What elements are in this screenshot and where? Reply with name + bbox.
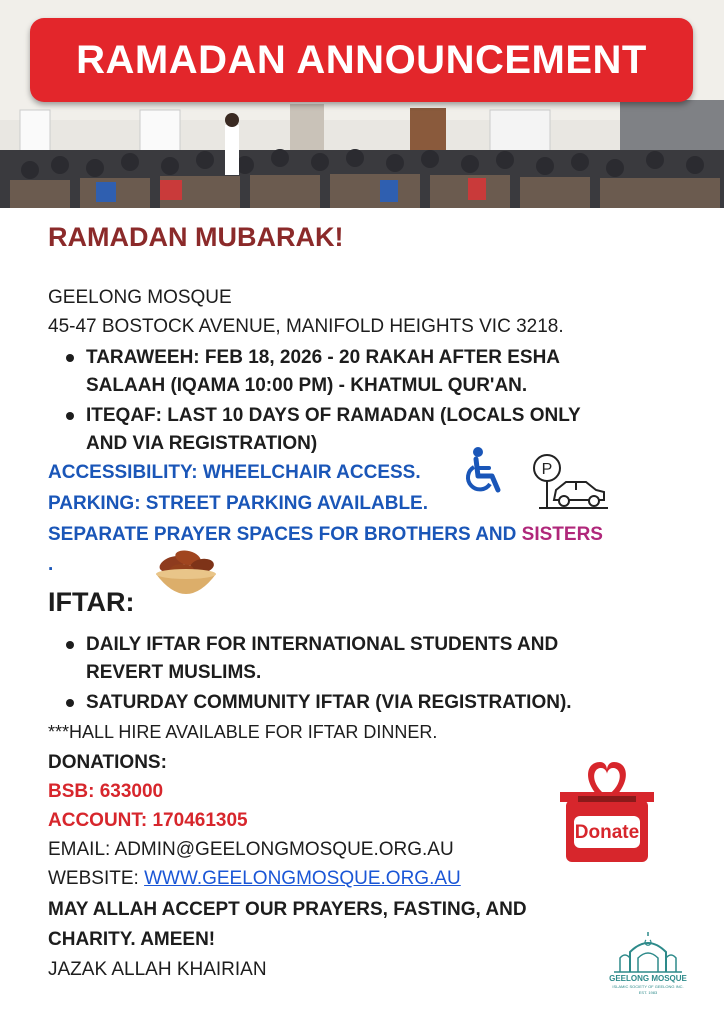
mosque-address: 45-47 BOSTOCK AVENUE, MANIFOLD HEIGHTS VIC 3218.	[48, 316, 564, 337]
bsb-number: BSB: 633000	[48, 781, 164, 802]
parking-text: PARKING: STREET PARKING AVAILABLE.	[48, 493, 428, 514]
logo-name: GEELONG MOSQUE	[609, 974, 687, 983]
donate-label: Donate	[574, 822, 640, 843]
banner-title: RAMADAN ANNOUNCEMENT	[76, 37, 647, 82]
hall-hire-text: ***HALL HIRE AVAILABLE FOR IFTAR DINNER.	[48, 722, 438, 742]
thanks-text: JAZAK ALLAH KHAIRIAN	[48, 959, 267, 980]
account-number: ACCOUNT: 170461305	[48, 810, 248, 831]
iftar-heading: IFTAR:	[48, 587, 135, 617]
title-banner	[30, 18, 693, 102]
bullet-icon	[66, 641, 74, 649]
dates-bowl-icon	[152, 544, 220, 613]
iteqaf-line1: ITEQAF: LAST 10 DAYS OF RAMADAN (LOCALS ONLY	[86, 405, 581, 426]
bullet-icon	[66, 699, 74, 707]
parking-icon	[526, 452, 610, 515]
taraweeh-line2: SALAAH (IQAMA 10:00 PM) - KHATMUL QUR'AN.	[86, 375, 528, 396]
prayer-spaces-sisters: SISTERS	[521, 524, 603, 545]
taraweeh-line1: TARAWEEH: FEB 18, 2026 - 20 RAKAH AFTER ESHA	[86, 347, 561, 368]
logo-sub: ISLAMIC SOCIETY OF GEELONG INC.	[612, 984, 684, 989]
prayer-spaces-dot: .	[48, 554, 54, 575]
closing-line2: CHARITY. AMEEN!	[48, 929, 216, 950]
email-text: EMAIL: ADMIN@GEELONGMOSQUE.ORG.AU	[48, 839, 454, 860]
geelong-mosque-logo	[606, 930, 690, 1000]
website-link[interactable]: WWW.GEELONGMOSQUE.ORG.AU	[144, 868, 461, 889]
prayer-spaces-text	[48, 523, 603, 547]
ramadan-mubarak-heading: RAMADAN MUBARAK!	[48, 222, 344, 252]
website-label: WEBSITE:	[48, 868, 139, 889]
iftar-item1-line1: DAILY IFTAR FOR INTERNATIONAL STUDENTS AND	[86, 634, 559, 655]
accessibility-text: ACCESSIBILITY: WHEELCHAIR ACCESS.	[48, 462, 421, 483]
svg-text:P: P	[541, 461, 553, 478]
iteqaf-line2: AND VIA REGISTRATION)	[86, 433, 318, 454]
prayer-spaces-main: SEPARATE PRAYER SPACES FOR BROTHERS AND	[48, 524, 517, 545]
mosque-name: GEELONG MOSQUE	[48, 287, 232, 308]
bullet-icon	[66, 412, 74, 420]
closing-line1: MAY ALLAH ACCEPT OUR PRAYERS, FASTING, AND	[48, 899, 527, 920]
donations-heading: DONATIONS:	[48, 752, 167, 773]
iftar-item1-line2: REVERT MUSLIMS.	[86, 662, 262, 683]
website-row	[48, 867, 461, 891]
iftar-item2-line1: SATURDAY COMMUNITY IFTAR (VIA REGISTRATION).	[86, 692, 572, 713]
donate-box-icon	[552, 756, 662, 871]
bullet-icon	[66, 354, 74, 362]
wheelchair-icon	[462, 446, 508, 501]
logo-est: EST. 1983	[638, 990, 658, 995]
